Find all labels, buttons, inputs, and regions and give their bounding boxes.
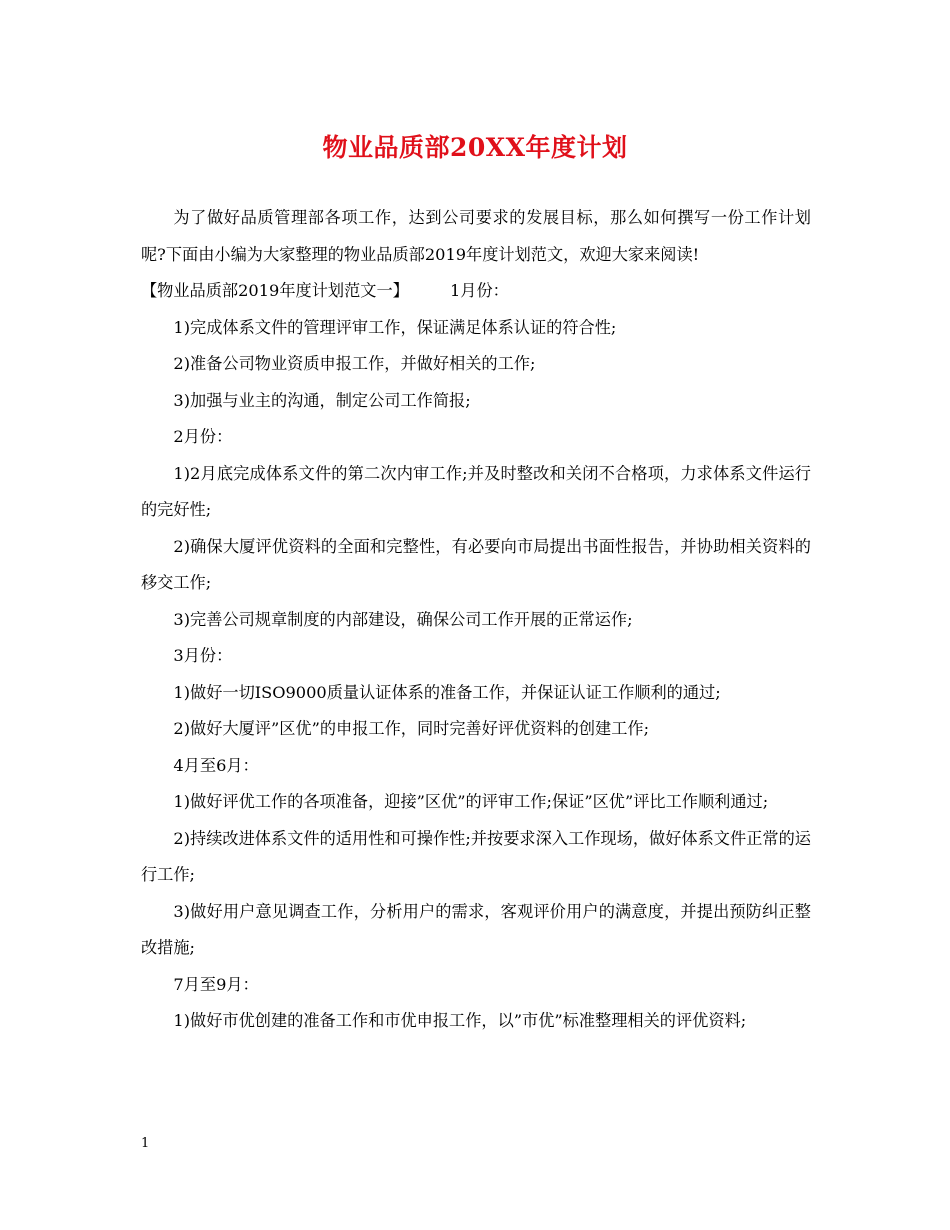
page-number: 1 bbox=[141, 1136, 150, 1151]
list-item-jan-1: 1)完成体系文件的管理评审工作，保证满足体系认证的符合性; bbox=[173, 317, 617, 337]
list-item-jan-3: 3)加强与业主的沟通，制定公司工作简报; bbox=[173, 390, 471, 410]
section-heading: 【物业品质部2019年度计划范文一】 bbox=[141, 281, 409, 300]
intro-paragraph: 为了做好品质管理部各项工作，达到公司要求的发展目标，那么如何撰写一份工作计划呢?下面由小编为大家整理的物业品质部2019年度计划范文，欢迎大家来阅读! bbox=[141, 208, 811, 264]
month-heading-mar: 3月份： bbox=[173, 646, 233, 665]
list-item-jan-2: 2)准备公司物业资质申报工作，并做好相关的工作; bbox=[173, 354, 536, 373]
list-item-jul-sep-1: 1)做好市优创建的准备工作和市优申报工作，以”市优”标准整理相关的评优资料; bbox=[173, 1011, 747, 1030]
list-item-mar-2: 2)做好大厦评”区优”的申报工作，同时完善好评优资料的创建工作; bbox=[173, 719, 650, 738]
section-heading-line bbox=[141, 273, 811, 310]
list-item-apr-jun-2: 2)持续改进体系文件的适用性和可操作性;并按要求深入工作现场，做好体系文件正常的运行工作; bbox=[141, 828, 811, 884]
month-heading-apr-jun: 4月至6月： bbox=[173, 755, 259, 775]
document-title: 物业品质部20XX年度计划 bbox=[322, 133, 628, 162]
list-item-feb-3: 3)完善公司规章制度的内部建设，确保公司工作开展的正常运作; bbox=[173, 609, 633, 629]
document-body bbox=[141, 200, 811, 1040]
list-item-feb-1: 1)2月底完成体系文件的第二次内审工作;并及时整改和关闭不合格项，力求体系文件运行的完好性; bbox=[141, 463, 811, 519]
month-heading-jan: 1月份： bbox=[450, 281, 509, 300]
list-item-apr-jun-3: 3)做好用户意见调查工作，分析用户的需求，客观评价用户的满意度，并提出预防纠正整改措施; bbox=[141, 901, 811, 957]
list-item-apr-jun-1: 1)做好评优工作的各项准备，迎接”区优”的评审工作;保证”区优”评比工作顺利通过; bbox=[173, 792, 769, 811]
month-heading-jul-sep: 7月至9月： bbox=[173, 974, 259, 994]
list-item-feb-2: 2)确保大厦评优资料的全面和完整性，有必要向市局提出书面性报告，并协助相关资料的移交工作; bbox=[141, 536, 811, 592]
list-item-mar-1: 1)做好一切ISO9000质量认证体系的准备工作，并保证认证工作顺利的通过; bbox=[173, 682, 721, 702]
month-heading-feb: 2月份： bbox=[173, 427, 233, 446]
